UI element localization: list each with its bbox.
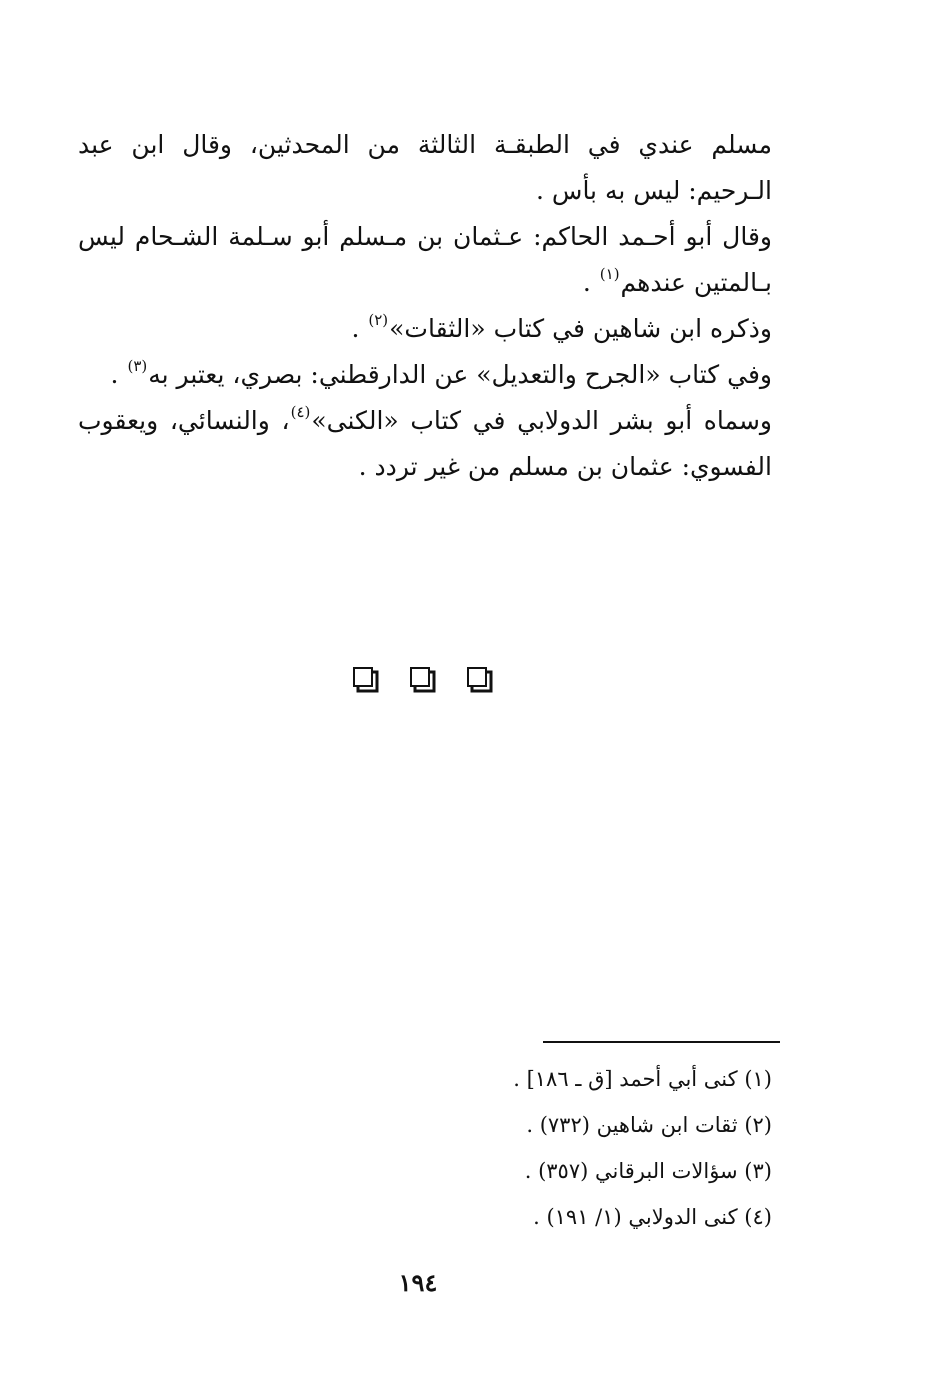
footnote-marker-1[interactable]: (١) (599, 265, 620, 283)
paragraph-3 (78, 306, 772, 352)
paragraph-4 (78, 352, 772, 398)
footnote-2: (٢) ثقات ابن شاهين (٧٣٢) . (526, 1113, 772, 1137)
footnote-4: (٤) كنى الدولابي (١/ ١٩١) . (533, 1205, 772, 1229)
main-text (78, 122, 772, 490)
paragraph-1-text: مسلم عندي في الطبقـة الثالثة من المحدثين، وقال ابن عبد الـرحيم: ليس به بأس . (78, 130, 772, 205)
paragraph-1 (78, 122, 772, 214)
section-end-box-icon (353, 667, 379, 693)
section-end-box-icon (410, 667, 436, 693)
footnotes (380, 1056, 772, 1240)
footnote-marker-2[interactable]: (٢) (368, 311, 389, 329)
footnote-divider (543, 1041, 780, 1043)
paragraph-5 (78, 398, 772, 490)
footnote-marker-3[interactable]: (٣) (127, 357, 148, 375)
paragraph-2-tail: . (582, 268, 599, 297)
paragraph-3-text: وذكره ابن شاهين في كتاب «الثقات» (389, 314, 772, 343)
footnote-1: (١) كنى أبي أحمد [ق ـ ١٨٦] . (513, 1067, 772, 1091)
paragraph-2-text: وقال أبو أحـمد الحاكم: عـثمان بن مـسلم أبو سـلمة الشـحام ليس بـالمتين عندهم (78, 222, 772, 297)
paragraph-3-tail: . (351, 314, 368, 343)
paragraph-5-text: وسماه أبو بشر الدولابي في كتاب «الكنى» (311, 406, 772, 435)
paragraph-4-text: وفي كتاب «الجرح والتعديل» عن الدارقطني: بصري، يعتبر به (148, 360, 772, 389)
paragraph-2 (78, 214, 772, 306)
section-ornament (353, 664, 493, 696)
paragraph-4-tail: . (110, 360, 127, 389)
page-number: ١٩٤ (398, 1268, 438, 1297)
section-end-box-icon (467, 667, 493, 693)
footnote-marker-4[interactable]: (٤) (290, 403, 311, 421)
paragraph-5-tail: ، والنسائي، ويعقوب الفسوي: عثمان بن مسلم من غير تردد . (78, 406, 772, 481)
footnote-3: (٣) سؤالات البرقاني (٣٥٧) . (524, 1159, 772, 1183)
